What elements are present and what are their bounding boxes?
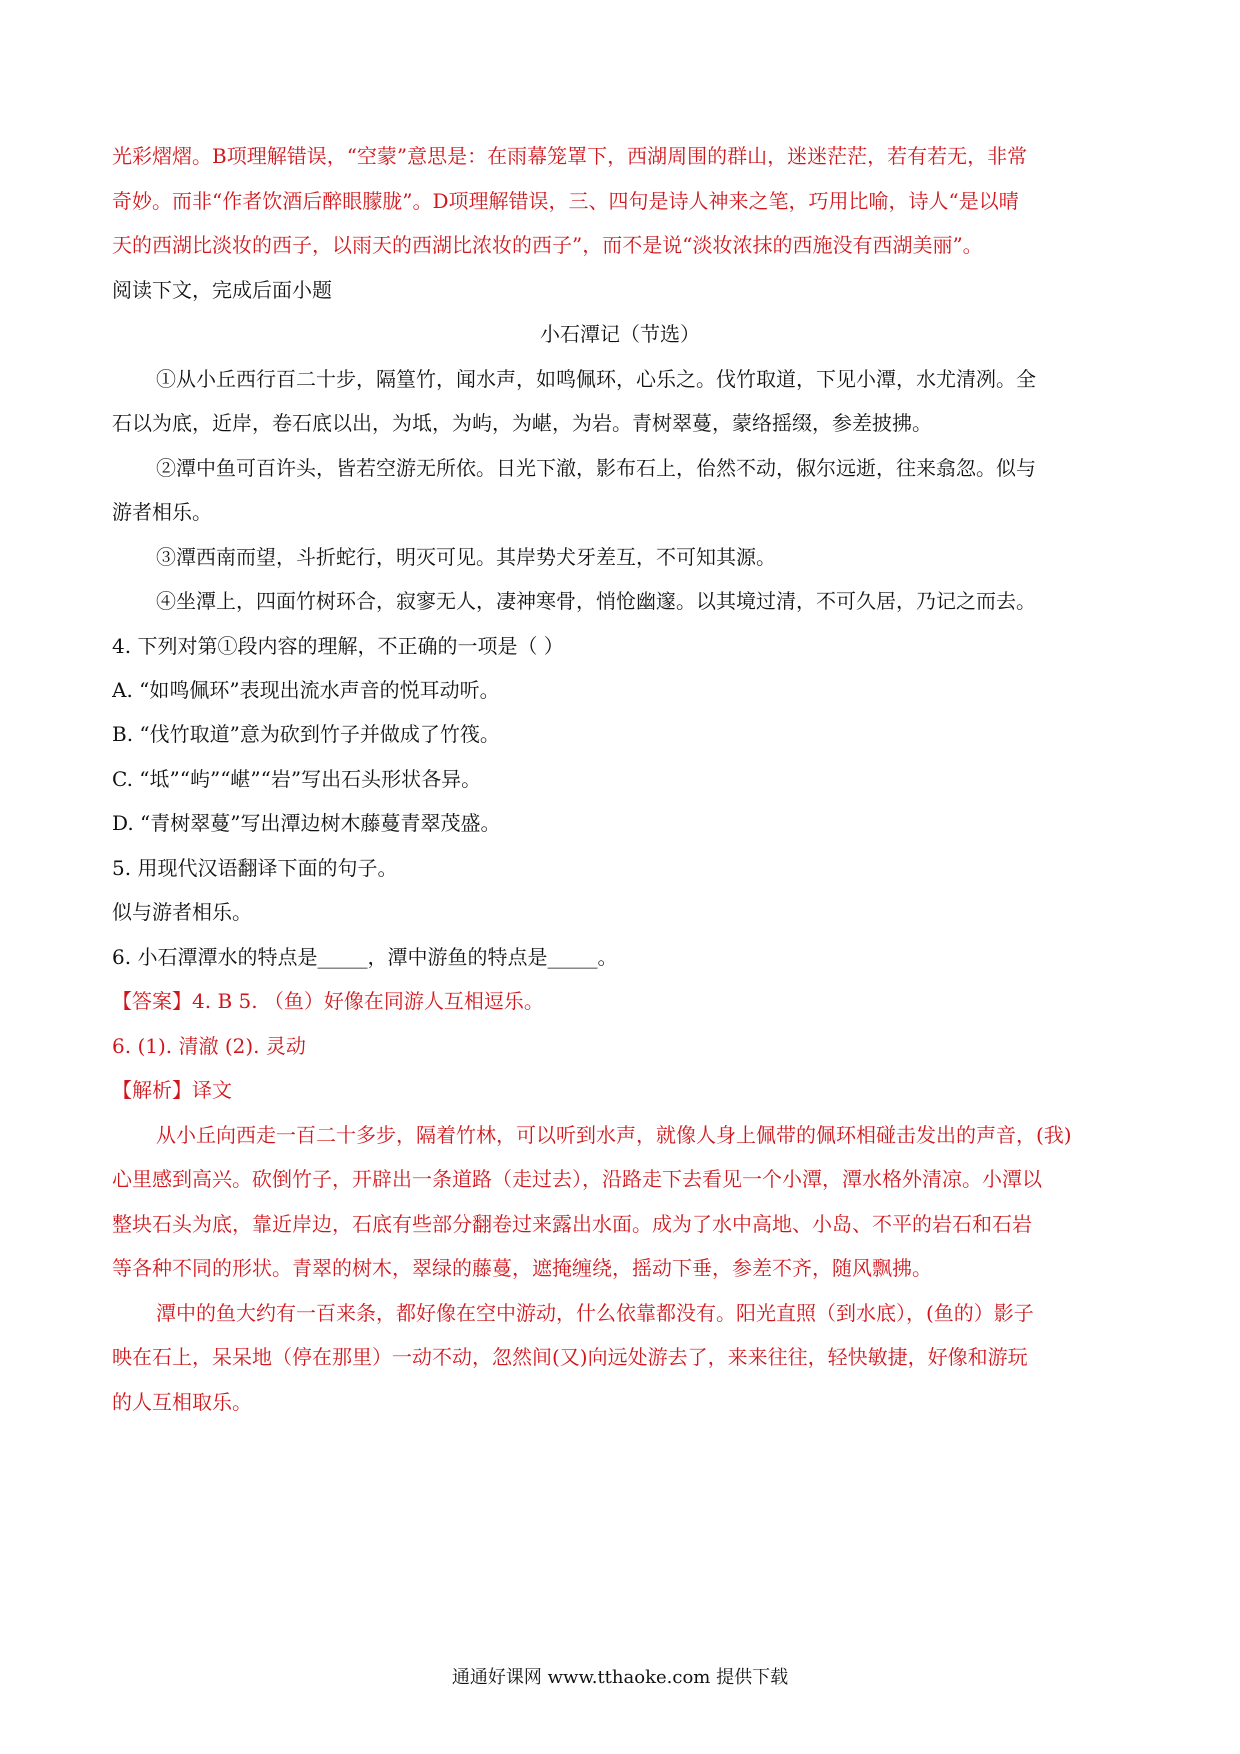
translation-paragraph-1-line-2: 心里感到高兴。砍倒竹子，开辟出一条道路（走过去），沿路走下去看见一个小潭，潭水格外清凉。小潭以 xyxy=(112,1167,1042,1191)
passage-paragraph-4: ④坐潭上，四面竹树环合，寂寥无人，凄神寒骨，悄怆幽邃。以其境过清，不可久居，乃记之而去。 xyxy=(156,589,1036,613)
explanation-label: 【解析】译文 xyxy=(112,1078,232,1102)
reading-instruction: 阅读下文，完成后面小题 xyxy=(112,278,332,302)
answer-line-2: 6. (1). 清澈 (2). 灵动 xyxy=(112,1034,306,1058)
question-5-sentence: 似与游者相乐。 xyxy=(112,900,252,924)
passage-paragraph-2-line-2: 游者相乐。 xyxy=(112,500,212,524)
passage-paragraph-1-line-1: ①从小丘西行百二十步，隔篁竹，闻水声，如鸣佩环，心乐之。伐竹取道，下见小潭，水尤清冽。全 xyxy=(156,367,1036,391)
answer-line-1: 【答案】4. B 5. （鱼）好像在同游人互相逗乐。 xyxy=(112,989,544,1013)
question-4-option-a: A. “如鸣佩环”表现出流水声音的悦耳动听。 xyxy=(112,678,500,702)
translation-paragraph-2-line-3: 的人互相取乐。 xyxy=(112,1390,252,1414)
analysis-line-3: 天的西湖比淡妆的西子，以雨天的西湖比浓妆的西子”，而不是说“淡妆浓抹的西施没有西湖美丽”。 xyxy=(112,233,983,257)
passage-paragraph-1-line-2: 石以为底，近岸，卷石底以出，为坻，为屿，为嵁，为岩。青树翠蔓，蒙络摇缀，参差披拂。 xyxy=(112,411,932,435)
question-5: 5. 用现代汉语翻译下面的句子。 xyxy=(112,856,398,880)
question-6: 6. 小石潭潭水的特点是_____，潭中游鱼的特点是_____。 xyxy=(112,945,618,969)
passage-title: 小石潭记（节选） xyxy=(540,322,700,346)
question-4: 4. 下列对第①段内容的理解，不正确的一项是（ ） xyxy=(112,634,564,658)
translation-paragraph-2-line-2: 映在石上，呆呆地（停在那里）一动不动，忽然间(又)向远处游去了，来来往往，轻快敏捷，好像和游玩 xyxy=(112,1345,1028,1369)
page-footer: 通通好课网 www.tthaoke.com 提供下载 xyxy=(451,1667,789,1688)
question-4-option-b: B. “伐竹取道”意为砍到竹子并做成了竹筏。 xyxy=(112,722,500,746)
passage-paragraph-3: ③潭西南而望，斗折蛇行，明灭可见。其岸势犬牙差互，不可知其源。 xyxy=(156,545,776,569)
translation-paragraph-2-line-1: 潭中的鱼大约有一百来条，都好像在空中游动，什么依靠都没有。阳光直照（到水底），(鱼的）影子 xyxy=(156,1301,1034,1325)
passage-paragraph-2-line-1: ②潭中鱼可百许头，皆若空游无所依。日光下澈，影布石上，佁然不动，俶尔远逝，往来翕忽。似与 xyxy=(156,456,1036,480)
analysis-line-2: 奇妙。而非“作者饮酒后醉眼朦胧”。D项理解错误，三、四句是诗人神来之笔，巧用比喻，诗人“是以晴 xyxy=(112,189,1019,213)
translation-paragraph-1-line-4: 等各种不同的形状。青翠的树木，翠绿的藤蔓，遮掩缠绕，摇动下垂，参差不齐，随风飘拂。 xyxy=(112,1256,932,1280)
analysis-line-1: 光彩熠熠。B项理解错误，“空蒙”意思是：在雨幕笼罩下，西湖周围的群山，迷迷茫茫，若有若无，非常 xyxy=(112,144,1028,168)
question-4-option-c: C. “坻”“屿”“嵁”“岩”写出石头形状各异。 xyxy=(112,767,482,791)
translation-paragraph-1-line-1: 从小丘向西走一百二十多步，隔着竹林，可以听到水声，就像人身上佩带的佩环相碰击发出的声音，(我) xyxy=(156,1123,1072,1147)
question-4-option-d: D. “青树翠蔓”写出潭边树木藤蔓青翠茂盛。 xyxy=(112,811,501,835)
translation-paragraph-1-line-3: 整块石头为底，靠近岸边，石底有些部分翻卷过来露出水面。成为了水中高地、小岛、不平的岩石和石岩 xyxy=(112,1212,1032,1236)
